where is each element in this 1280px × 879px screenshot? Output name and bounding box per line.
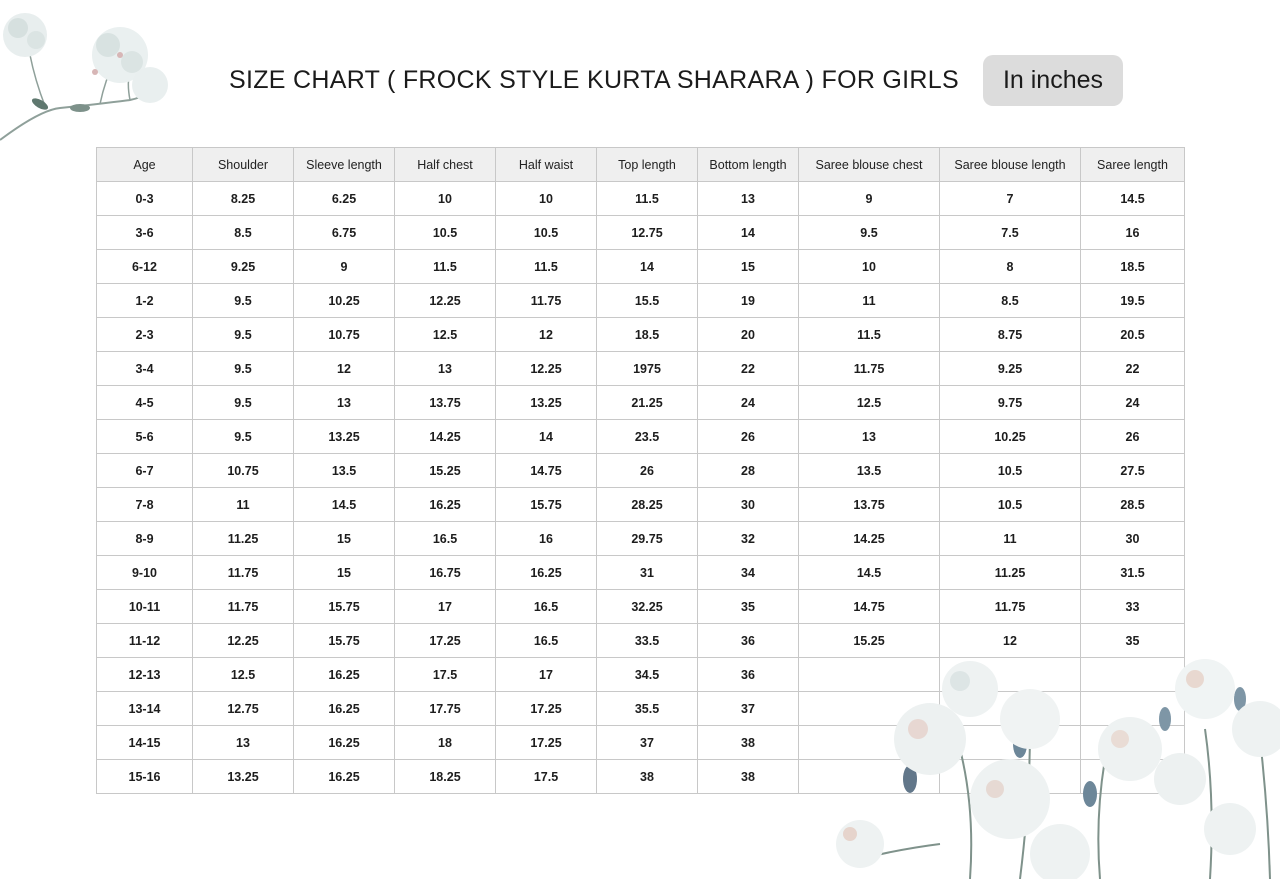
table-cell: 31.5	[1081, 556, 1185, 590]
table-cell: 9.5	[193, 352, 294, 386]
table-cell: 11.75	[496, 284, 597, 318]
table-cell: 10.5	[395, 216, 496, 250]
page-title: SIZE CHART ( FROCK STYLE KURTA SHARARA ) FOR GIRLS	[229, 66, 959, 94]
table-cell: 22	[698, 352, 799, 386]
table-cell	[799, 658, 940, 692]
column-header: Sleeve length	[294, 148, 395, 182]
table-row	[97, 692, 1185, 726]
table-cell: 6.75	[294, 216, 395, 250]
table-cell: 15.25	[395, 454, 496, 488]
table-cell: 38	[698, 726, 799, 760]
table-cell: 28.25	[597, 488, 698, 522]
table-row	[97, 284, 1185, 318]
table-cell: 11.75	[940, 590, 1081, 624]
table-cell: 15.75	[294, 590, 395, 624]
column-header: Half chest	[395, 148, 496, 182]
table-cell: 16.25	[395, 488, 496, 522]
table-cell: 18	[395, 726, 496, 760]
table-cell: 32.25	[597, 590, 698, 624]
table-cell: 13	[698, 182, 799, 216]
table-cell: 18.5	[597, 318, 698, 352]
table-cell: 14.5	[799, 556, 940, 590]
table-cell: 38	[597, 760, 698, 794]
table-cell	[1081, 692, 1185, 726]
table-cell: 14.5	[1081, 182, 1185, 216]
header	[229, 55, 1123, 106]
column-header: Bottom length	[698, 148, 799, 182]
table-cell: 9.5	[193, 318, 294, 352]
table-cell: 12.5	[395, 318, 496, 352]
table-cell: 33	[1081, 590, 1185, 624]
column-header: Saree blouse length	[940, 148, 1081, 182]
table-cell: 6.25	[294, 182, 395, 216]
table-cell: 17	[395, 590, 496, 624]
table-cell: 17.5	[496, 760, 597, 794]
table-row	[97, 454, 1185, 488]
table-cell: 16.25	[294, 692, 395, 726]
table-cell: 13	[799, 420, 940, 454]
table-cell: 9.5	[193, 386, 294, 420]
table-cell: 14.75	[496, 454, 597, 488]
table-cell: 10.75	[193, 454, 294, 488]
table-cell: 6-7	[97, 454, 193, 488]
table-cell: 13	[294, 386, 395, 420]
table-cell: 0-3	[97, 182, 193, 216]
table-cell: 4-5	[97, 386, 193, 420]
table-cell: 16.25	[294, 658, 395, 692]
table-row	[97, 556, 1185, 590]
table-cell: 11-12	[97, 624, 193, 658]
table-cell	[940, 692, 1081, 726]
table-cell: 11.5	[496, 250, 597, 284]
table-cell: 12.75	[193, 692, 294, 726]
column-header: Saree length	[1081, 148, 1185, 182]
table-cell: 3-4	[97, 352, 193, 386]
table-cell: 1-2	[97, 284, 193, 318]
table-cell: 30	[698, 488, 799, 522]
table-cell: 35.5	[597, 692, 698, 726]
table-cell: 7.5	[940, 216, 1081, 250]
table-cell: 12.5	[799, 386, 940, 420]
table-cell: 13.75	[395, 386, 496, 420]
table-cell: 11.75	[193, 556, 294, 590]
table-cell: 35	[698, 590, 799, 624]
table-cell: 12	[496, 318, 597, 352]
column-header: Age	[97, 148, 193, 182]
table-cell: 17.25	[395, 624, 496, 658]
table-row	[97, 624, 1185, 658]
table-cell: 13	[395, 352, 496, 386]
table-row	[97, 488, 1185, 522]
table-cell: 9	[294, 250, 395, 284]
table-cell: 23.5	[597, 420, 698, 454]
table-cell: 15.5	[597, 284, 698, 318]
table-cell: 37	[597, 726, 698, 760]
unit-badge: In inches	[983, 55, 1123, 106]
table-cell: 35	[1081, 624, 1185, 658]
table-cell: 24	[698, 386, 799, 420]
table-cell	[940, 726, 1081, 760]
table-cell: 16.25	[294, 726, 395, 760]
table-cell: 11	[799, 284, 940, 318]
table-cell: 10	[496, 182, 597, 216]
table-cell: 7	[940, 182, 1081, 216]
table-cell: 28	[698, 454, 799, 488]
table-cell: 11.5	[799, 318, 940, 352]
table-cell: 12	[940, 624, 1081, 658]
table-cell: 18.25	[395, 760, 496, 794]
table-cell: 21.25	[597, 386, 698, 420]
table-cell: 32	[698, 522, 799, 556]
table-row	[97, 216, 1185, 250]
table-cell: 10.25	[294, 284, 395, 318]
table-row	[97, 590, 1185, 624]
table-cell: 16.5	[496, 624, 597, 658]
table-cell	[940, 760, 1081, 794]
table-cell: 14	[496, 420, 597, 454]
table-cell: 10	[395, 182, 496, 216]
table-cell: 31	[597, 556, 698, 590]
table-cell: 22	[1081, 352, 1185, 386]
column-header: Half waist	[496, 148, 597, 182]
table-cell: 15.25	[799, 624, 940, 658]
table-cell: 11.75	[799, 352, 940, 386]
table-cell: 9.5	[799, 216, 940, 250]
table-cell: 8.75	[940, 318, 1081, 352]
table-row	[97, 522, 1185, 556]
table-cell: 1975	[597, 352, 698, 386]
table-cell: 15.75	[294, 624, 395, 658]
table-cell: 14.75	[799, 590, 940, 624]
table-cell: 10-11	[97, 590, 193, 624]
table-cell: 20.5	[1081, 318, 1185, 352]
table-cell: 10.75	[294, 318, 395, 352]
table-row	[97, 420, 1185, 454]
table-cell: 36	[698, 624, 799, 658]
table-cell: 9	[799, 182, 940, 216]
table-cell: 15	[294, 522, 395, 556]
column-header: Shoulder	[193, 148, 294, 182]
table-row	[97, 658, 1185, 692]
table-cell: 15.75	[496, 488, 597, 522]
table-cell: 20	[698, 318, 799, 352]
table-cell: 16.25	[496, 556, 597, 590]
table-cell: 12.75	[597, 216, 698, 250]
table-cell: 17	[496, 658, 597, 692]
table-cell: 13.25	[496, 386, 597, 420]
table-cell: 14.5	[294, 488, 395, 522]
table-cell: 38	[698, 760, 799, 794]
table-cell: 18.5	[1081, 250, 1185, 284]
column-header: Saree blouse chest	[799, 148, 940, 182]
table-cell: 11	[940, 522, 1081, 556]
table-cell: 12	[294, 352, 395, 386]
table-cell: 13.75	[799, 488, 940, 522]
table-cell: 27.5	[1081, 454, 1185, 488]
table-cell: 10.25	[940, 420, 1081, 454]
table-cell: 11	[193, 488, 294, 522]
table-cell: 12.5	[193, 658, 294, 692]
table-cell: 12-13	[97, 658, 193, 692]
table-cell: 15	[698, 250, 799, 284]
table-cell: 11.25	[940, 556, 1081, 590]
table-cell: 8	[940, 250, 1081, 284]
table-cell: 29.75	[597, 522, 698, 556]
table-cell: 16.5	[395, 522, 496, 556]
flowers-decoration-top-left	[0, 0, 190, 150]
table-cell: 34.5	[597, 658, 698, 692]
table-cell: 17.25	[496, 726, 597, 760]
table-cell	[1081, 726, 1185, 760]
table-cell: 24	[1081, 386, 1185, 420]
table-cell: 9-10	[97, 556, 193, 590]
table-cell	[1081, 658, 1185, 692]
table-row	[97, 726, 1185, 760]
table-cell: 26	[597, 454, 698, 488]
table-cell: 26	[698, 420, 799, 454]
table-cell: 37	[698, 692, 799, 726]
table-cell: 13.5	[294, 454, 395, 488]
table-cell: 17.75	[395, 692, 496, 726]
table-cell: 10	[799, 250, 940, 284]
table-row	[97, 352, 1185, 386]
table-cell: 14.25	[395, 420, 496, 454]
table-cell: 14	[698, 216, 799, 250]
table-cell: 11.5	[395, 250, 496, 284]
table-cell: 12.25	[496, 352, 597, 386]
table-cell: 16.5	[496, 590, 597, 624]
table-cell: 15	[294, 556, 395, 590]
table-cell: 17.25	[496, 692, 597, 726]
table-cell: 9.25	[193, 250, 294, 284]
table-cell: 13	[193, 726, 294, 760]
table-cell: 14	[597, 250, 698, 284]
table-cell: 8.5	[940, 284, 1081, 318]
table-cell: 15-16	[97, 760, 193, 794]
table-cell: 5-6	[97, 420, 193, 454]
table-cell: 16	[1081, 216, 1185, 250]
table-cell: 10.5	[940, 454, 1081, 488]
table-cell: 33.5	[597, 624, 698, 658]
table-cell: 8-9	[97, 522, 193, 556]
table-cell: 6-12	[97, 250, 193, 284]
table-cell: 2-3	[97, 318, 193, 352]
table-cell: 13.25	[193, 760, 294, 794]
table-cell: 16.75	[395, 556, 496, 590]
table-cell	[799, 692, 940, 726]
table-cell: 30	[1081, 522, 1185, 556]
table-row	[97, 386, 1185, 420]
table-row	[97, 760, 1185, 794]
table-row	[97, 182, 1185, 216]
table-cell: 7-8	[97, 488, 193, 522]
table-cell: 8.5	[193, 216, 294, 250]
table-cell: 8.25	[193, 182, 294, 216]
table-cell: 10.5	[496, 216, 597, 250]
table-cell: 14.25	[799, 522, 940, 556]
table-cell: 14-15	[97, 726, 193, 760]
table-cell	[799, 726, 940, 760]
size-chart-table	[96, 147, 1185, 794]
table-header-row	[97, 148, 1185, 182]
table-cell: 34	[698, 556, 799, 590]
table-row	[97, 318, 1185, 352]
table-cell: 9.5	[193, 284, 294, 318]
table-cell: 9.75	[940, 386, 1081, 420]
table-cell	[940, 658, 1081, 692]
table-cell: 16.25	[294, 760, 395, 794]
table-cell: 10.5	[940, 488, 1081, 522]
table-cell: 9.5	[193, 420, 294, 454]
table-cell: 11.5	[597, 182, 698, 216]
table-cell: 13.5	[799, 454, 940, 488]
table-row	[97, 250, 1185, 284]
table-cell: 16	[496, 522, 597, 556]
table-cell: 28.5	[1081, 488, 1185, 522]
table-cell: 11.25	[193, 522, 294, 556]
table-cell: 12.25	[395, 284, 496, 318]
table-cell: 19.5	[1081, 284, 1185, 318]
table-cell	[799, 760, 940, 794]
table-cell: 36	[698, 658, 799, 692]
table-cell: 9.25	[940, 352, 1081, 386]
column-header: Top length	[597, 148, 698, 182]
table-body	[97, 182, 1185, 794]
table-cell: 3-6	[97, 216, 193, 250]
table-cell: 17.5	[395, 658, 496, 692]
table-cell	[1081, 760, 1185, 794]
table-cell: 11.75	[193, 590, 294, 624]
table-cell: 13.25	[294, 420, 395, 454]
table-cell: 13-14	[97, 692, 193, 726]
table-cell: 19	[698, 284, 799, 318]
table-cell: 12.25	[193, 624, 294, 658]
table-cell: 26	[1081, 420, 1185, 454]
